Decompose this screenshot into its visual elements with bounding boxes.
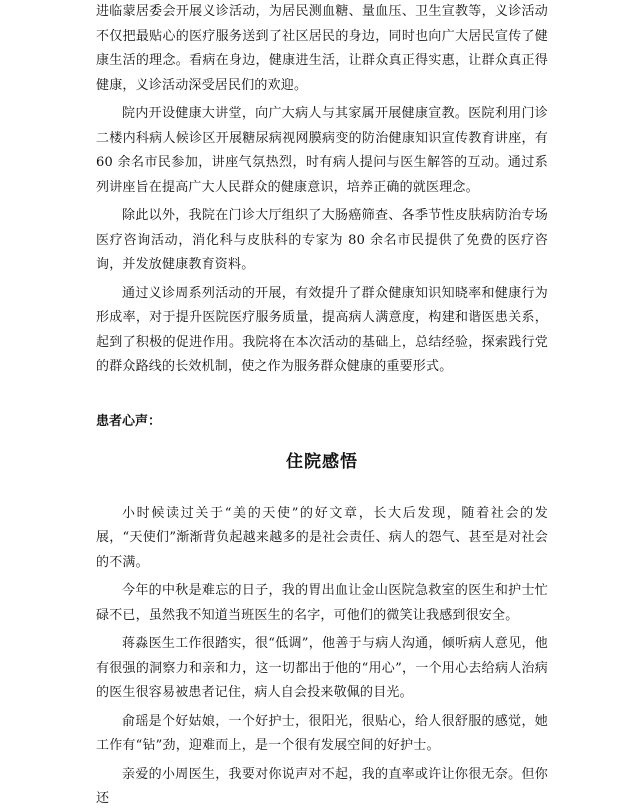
report-section (96, 0, 548, 380)
story-paragraph: 亲爱的小周医生，我要对你说声对不起，我的直率或许让你很无奈。但你还 (96, 766, 548, 806)
report-paragraph: 通过义诊周系列活动的开展，有效提升了群众健康知识知晓率和健康行为形成率，对于提升医院医疗服务质量，提高病人满意度，构建和谐医患关系，起到了积极的促进作用。我院将在本次活动的基础上，总结经验，探索践行党的群众路线的长效机制，使之作为服务群众健康的重要形式。 (96, 285, 548, 374)
report-paragraph: 院内开设健康大讲堂，向广大病人与其家属开展健康宣教。医院利用门诊二楼内科病人候诊区开展糖尿病视网膜病变的防治健康知识宣传教育讲座，有 60 余名市民参加，讲座气氛热烈，时有病人提问与医生解答的互动。通过系列讲座旨在提高广大人民群众的健康意识，培养正确的就医理念。 (96, 106, 548, 195)
section-label: 患者心声： (96, 413, 162, 429)
story-paragraph: 俞瑶是个好姑娘，一个好护士，很阳光，很贴心，给人很舒服的感觉，她工作有“钻”劲，迎难而上，是一个很有发展空间的好护士。 (96, 713, 548, 753)
story-paragraph: 小时候读过关于“美的天使”的好文章，长大后发现，随着社会的发展，“天使们”渐渐背负起越来越多的是社会责任、病人的怨气、甚至是对社会的不满。 (96, 505, 548, 570)
report-paragraph: 进临蒙居委会开展义诊活动，为居民测血糖、量血压、卫生宣教等，义诊活动不仅把最贴心的医疗服务送到了社区居民的身边，同时也向广大居民宣传了健康生活的理念。看病在身边，健康进生活，让群众真正得实惠，让群众真正得健康，义诊活动深受居民们的欢迎。 (96, 4, 548, 93)
report-paragraph: 除此以外，我院在门诊大厅组织了大肠癌筛查、各季节性皮肤病防治专场医疗咨询活动，消化科与皮肤科的专家为 80 余名市民提供了免费的医疗咨询，并发放健康教育资料。 (96, 208, 548, 272)
story-paragraph: 蒋淼医生工作很踏实，很“低调”，他善于与病人沟通，倾听病人意见，他有很强的洞察力和亲和力，这一切都出于他的“用心”，一个用心去给病人治病的医生很容易被患者记住，病人自会投来敬佩的目光。 (96, 636, 548, 700)
story-section (96, 502, 548, 812)
story-title: 住院感悟 (286, 451, 358, 472)
document-page (96, 0, 548, 812)
story-paragraph: 今年的中秋是难忘的日子，我的胃出血让金山医院急救室的医生和护士忙碌不已，虽然我不知道当班医生的名字，可他们的微笑让我感到很安全。 (96, 583, 548, 623)
